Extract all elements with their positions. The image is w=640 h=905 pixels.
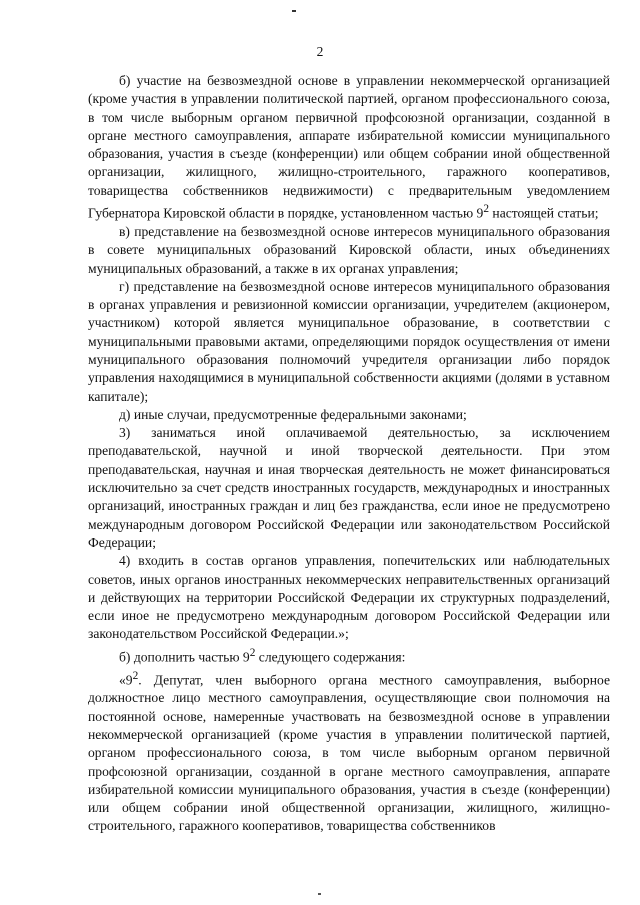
page-number: 2 (316, 44, 324, 59)
paragraph-text: б) участие на безвозмездной основе в управлении некоммерческой организацией (кроме участия в управлении политической партией, органом профессионального союза, в том числе выборным органом первичной профсоюзной организации, созданной в органе местного самоуправления, аппарате избирательной комиссии муниципального образования, участия в съезде (конференции) или общем собрании иной общественной организации, жилищного, жилищно-строительного, гаражного кооперативов, товарищества собственников недвижимости) с предварительным уведомлением Губернатора Кировской области в порядке, установленном частью 9 (88, 73, 610, 221)
paragraph-d-other-cases (88, 406, 610, 424)
paragraph-9-2-new-part (88, 667, 610, 836)
paragraph-4-foreign-bodies (88, 552, 610, 643)
superscript: 2 (132, 669, 139, 682)
paragraph-text: д) иные случаи, предусмотренные федеральными законами; (119, 406, 467, 422)
paragraph-text: б) дополнить частью 9 (119, 649, 250, 665)
document-body (88, 72, 610, 836)
paragraph-text: 3) заниматься иной оплачиваемой деятельностью, за исключением преподавательской, научной и иной творческой деятельности. При этом преподавательская, научная и иная творческая деятельность не может финансироваться исключительно за счет средств иностранных государств, международных и иностранных организаций, иностранных граждан и лиц без гражданства, если иное не предусмотрено международным договором Российской Федерации или законодательством Российской Федерации; (88, 425, 610, 550)
paragraph-text: г) представление на безвозмездной основе интересов муниципального образования в органах управления и ревизионной комиссии организации, учредителем (акционером, участником) которой является муниципальное образование, в соответствии с муниципальными правовыми актами, определяющими порядок осуществления от имени муниципального образования полномочий учредителя организации либо порядок управления находящимися в муниципальной собственности акциями (долями в уставном капитале); (88, 278, 610, 404)
paragraph-text: «9 (119, 672, 133, 688)
paragraph-text: в) представление на безвозмездной основе интересов муниципального образования в совете муниципальных образований Кировской области, иных объединениях муниципальных образований, а также в их органах управления; (88, 223, 610, 276)
paragraph-3-paid-activity (88, 424, 610, 552)
paragraph-b-amend (88, 644, 610, 667)
paragraph-text-tail: следующего содержания: (255, 649, 406, 665)
superscript: 2 (249, 646, 256, 659)
scan-mark-bottom (318, 893, 321, 895)
paragraph-text-tail: настоящей статьи; (489, 205, 599, 221)
scan-mark-top (292, 10, 296, 12)
paragraph-text: 4) входить в состав органов управления, попечительских или наблюдательных советов, иных органов иностранных некоммерческих неправительственных организаций и действующих на территории Российской Федерации их структурных подразделений, если иное не предусмотрено международным договором Российской Федерации или законодательством Российской Федерации.»; (88, 553, 610, 642)
paragraph-g-representation (88, 278, 610, 406)
superscript: 2 (483, 203, 490, 216)
paragraph-b-participation (88, 72, 610, 223)
paragraph-v-representation (88, 223, 610, 278)
paragraph-text-tail: . Депутат, член выборного органа местного самоуправления, выборное должностное лицо местного самоуправления, осуществляющие свои полномочия на постоянной основе, намеренные участвовать на безвозмездной основе в управлении некоммерческой организацией (кроме участия в управлении политической партией, органом профессионального союза, в том числе выборным органом первичной профсоюзной организации, созданной в органе местного самоуправления, аппарате избирательной комиссии муниципального образования, участия в съезде (конференции) или общем собрании иной общественной организации, жилищного, жилищно-строительного, гаражного кооперативов, товарищества собственников (88, 672, 610, 834)
